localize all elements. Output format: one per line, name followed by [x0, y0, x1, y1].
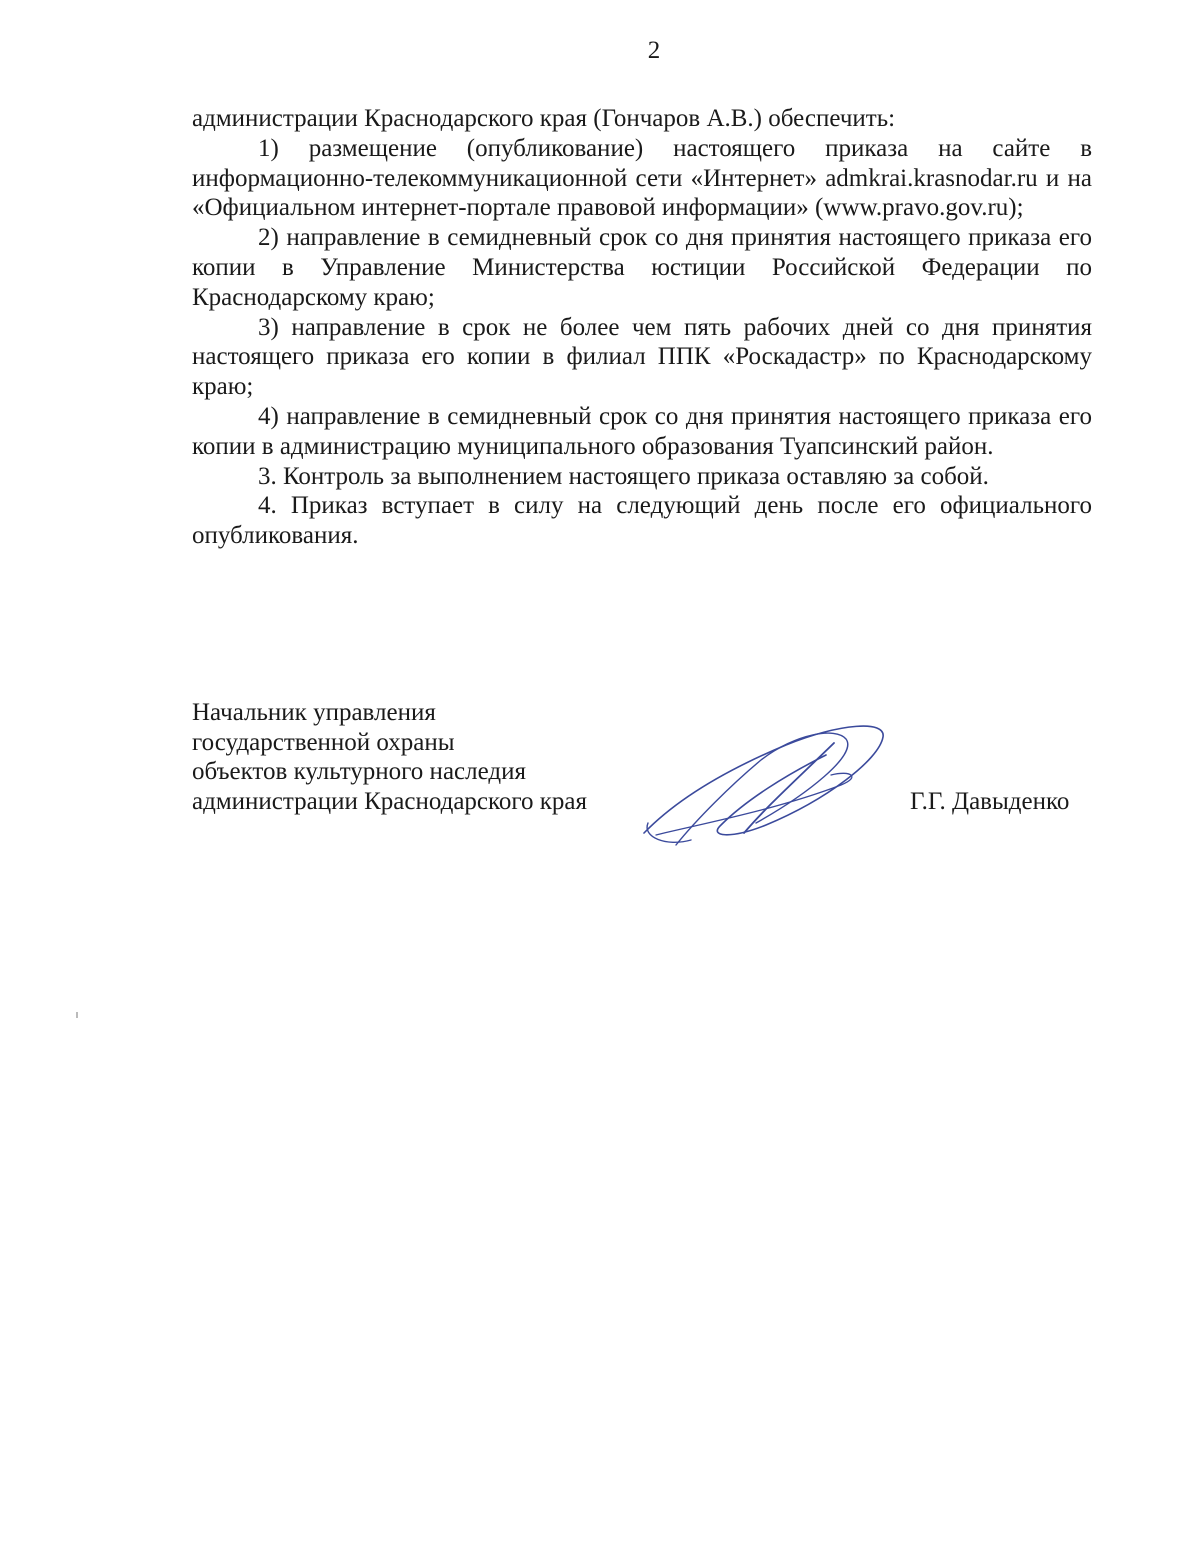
signer-title-line: Начальник управления [192, 699, 436, 726]
signer-title-block [192, 698, 587, 816]
paragraph-intro: администрации Краснодарского края (Гончаров А.В.) обеспечить: [192, 105, 896, 132]
handwritten-signature [636, 715, 896, 860]
paragraph-effective-date: 4. Приказ вступает в силу на следующий день после его официального опубликования. [192, 492, 1092, 550]
paragraph-item-2: 2) направление в семидневный срок со дня принятия настоящего приказа его копии в Управление Министерства юстиции Российской Федерации по Краснодарскому краю; [192, 224, 1092, 311]
signer-name: Г.Г. Давыденко [910, 788, 1070, 815]
signer-title-line: администрации Краснодарского края [192, 787, 588, 815]
document-body [192, 104, 1092, 551]
paragraph-item-3: 3) направление в срок не более чем пять рабочих дней со дня принятия настоящего приказа его копии в филиал ППК «Роскадастр» по Краснодарскому краю; [192, 313, 1092, 401]
scan-artifact [76, 1012, 78, 1018]
signer-title-line: объектов культурного наследия [192, 758, 526, 785]
signer-title-line: государственной охраны [192, 728, 455, 756]
paragraph-item-4: 4) направление в семидневный срок со дня принятия настоящего приказа его копии в администрацию муниципального образования Туапсинский район. [192, 402, 1092, 460]
signature-strokes [644, 726, 883, 845]
paragraph-control: 3. Контроль за выполнением настоящего приказа оставляю за собой. [258, 462, 989, 490]
paragraph-item-1: 1) размещение (опубликование) настоящего приказа на сайте в информационно-телекоммуникационной сети «Интернет» admkrai.krasnodar.ru и на «Официальном интернет-портале правовой информации» (www.pravo.gov.ru); [192, 134, 1092, 222]
page-number: 2 [647, 37, 661, 64]
